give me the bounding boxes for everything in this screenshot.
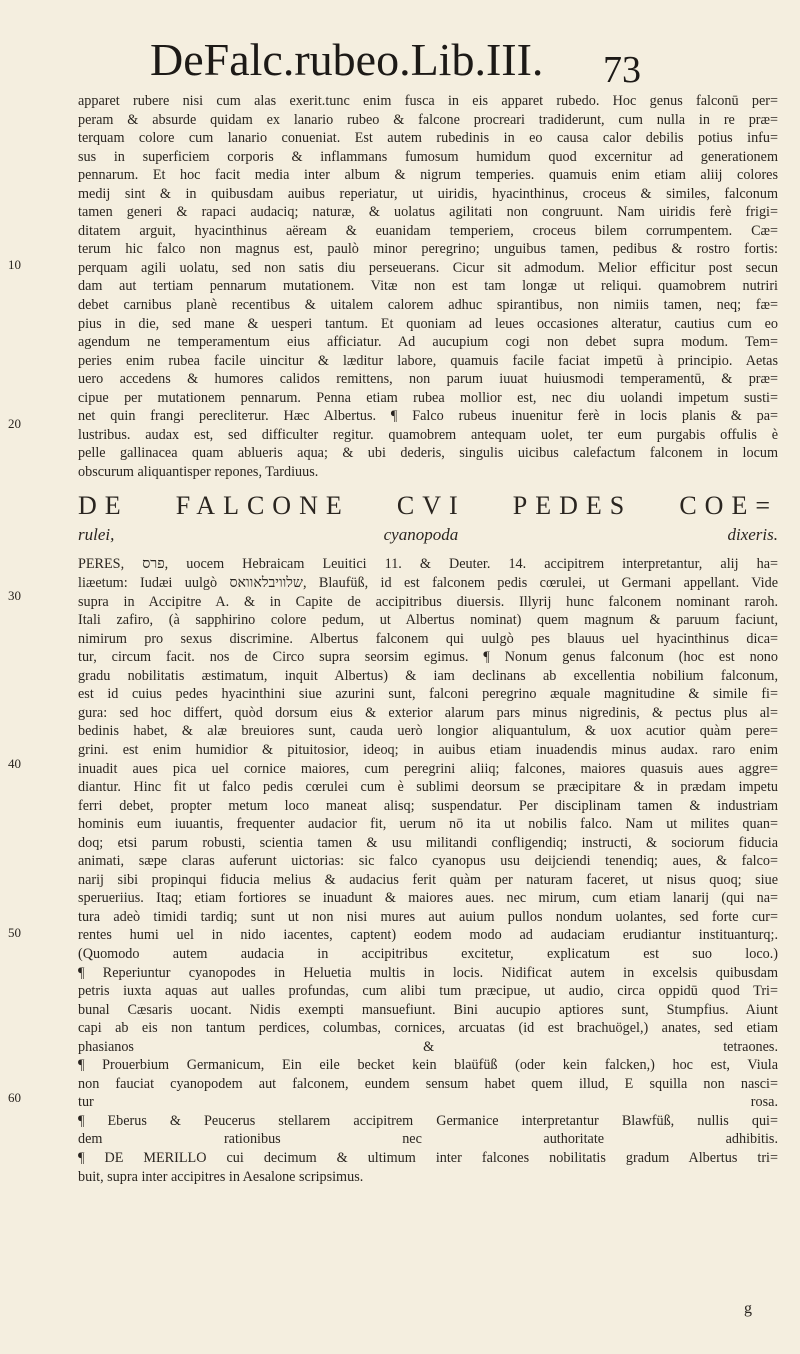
text-line: (Quomodo autem audacia in accipitribus excitetur, explicatum est suo loco.) [78, 945, 778, 962]
text-line: medij sint & in quibusdam auibus reperiatur, ut uiridis, hyacinthinus, croceus & similes, falconum [78, 185, 778, 202]
page-number: 73 [603, 49, 641, 91]
text-line: est id cuius pedes hyacinthini siue azurini sunt, falconi peregrino æquale magnitudine & simile fi= [78, 686, 778, 703]
section-subheading: rulei, cyanopoda dixeris. [78, 525, 778, 545]
text-line: pennarum. Et hoc facit media inter album & nigrum temperies. quamuis enim etiam aliij colores [78, 167, 778, 184]
text-line: dam aut tertiam pennarum mutationem. Vitæ non est tam longæ ut reliqui. quamobrem nutriri [78, 278, 778, 295]
text-line: lustribus. audax est, sed difficulter regitur. quamobrem antequam uolet, ter eum purgabis offulis è [78, 426, 778, 443]
line-number-20: 20 [8, 416, 21, 431]
text-line: perquam agili uolatu, sed non satis diu perseuerans. Cicur sit admodum. Melior efficitur post secun [78, 259, 778, 276]
text-line: ferri debet, propter metum loco maneat alisq; suspendatur. Per disciplinam tamen & industriam [78, 797, 778, 814]
main-text [78, 92, 778, 1186]
text-line: tura adeò timidi tardiq; sunt ut non nisi mures aut auium pullos nondum uolantes, sed forte cur= [78, 908, 778, 925]
text-line: sus in superficiem corporis & inflammans fumosum humidum quod excernitur ad generationem [78, 148, 778, 165]
text-line: obscurum aliquantisper repones, Tardiuus. [78, 463, 319, 480]
text-line: peries enim rubea facile uincitur & læditur labore, quamuis facile faciat impetū à principio. Aetas [78, 352, 778, 369]
text-line: tamen generi & rapaci audaciq; naturæ, & uolatus agilitati non congruunt. Nam uiridis ferè frigi= [78, 204, 778, 221]
text-line: peram & absurde quidam ex lanario rubeo & falcone procreari tradiderunt, cum nulla in re præ= [78, 111, 778, 128]
section-blue-footed-falcon [78, 555, 778, 1186]
text-line: gradu nobilitatis æstimatum, inquit Albertus) & iam declinans ab excellentia nobilium falconum, [78, 667, 778, 684]
running-title: DeFalc.rubeo.Lib.III. [150, 34, 544, 85]
text-line: tur rosa. [78, 1094, 778, 1111]
text-line: ditatem arguit, hyacinthinus aëream & euanidam temperiem, croceus bilem corrumpentem. Cæ= [78, 222, 778, 239]
text-line: petris iuxta aquas aut ualles profundas, cum alibi tum præcipue, ut audio, circa oppidū quod Tri= [78, 983, 778, 1000]
text-line: supra in Accipitre A. & in Capite de accipitribus diuersis. Illyrij hunc falconem nominant raroh. [78, 593, 778, 610]
text-line: agendum ne temperamentum eius afficiatur. Ad aucupium cogi non debet supra modum. Tem= [78, 334, 778, 351]
line-number-60: 60 [8, 1090, 21, 1105]
line-number-50: 50 [8, 925, 21, 940]
section-red-falcon [78, 92, 778, 481]
text-line: ¶ Prouerbium Germanicum, Ein eile becket kein blaüfüß (oder kein falcken,) hoc est, Viula [78, 1057, 778, 1074]
line-number-40: 40 [8, 756, 21, 771]
text-line: rentes humi uel in nido iacentes, captent) eodem modo ad audaciam erudiantur instituanturq;. [78, 927, 778, 944]
text-line: inuadit aues pica uel cornice maiores, cum peregrini aliiq; falcones, maiores quasuis aues aggre= [78, 760, 778, 777]
text-line: PERES, פרס, uocem Hebraicam Leuitici 11. & Deuter. 14. accipitrem interpretantur, alij ha= [78, 556, 778, 573]
section-heading: DE FALCONE CVI PEDES COE= [78, 491, 778, 521]
text-line: uero accedens & humores calidos remittens, non parum iuuat huiusmodi temperamentū, & præ= [78, 371, 778, 388]
text-line: hominis eum iuuantis, frequenter audacior fit, uerum nō ita ut nobilis falco. Nam ut milites quan= [78, 816, 778, 833]
text-line: net quin frangi perecliteтur. Hæc Albertus. ¶ Falco rubeus inuenitur ferè in locis planis & pa= [78, 408, 778, 425]
text-line: ¶ DE MERILLO cui decimum & ultimum inter falcones nobilitatis gradum Albertus tri= [78, 1149, 778, 1166]
text-line: debet carnibus planè recentibus & uitalem calorem adhuc spirantibus, non nimiis tamen, neq; fæ= [78, 297, 778, 314]
text-line: bedinis habet, & alæ breuiores sunt, cauda uerò longior aliquantulum, & uox acutior quàm pere= [78, 723, 778, 740]
line-number-10: 10 [8, 257, 21, 272]
line-number-30: 30 [8, 588, 21, 603]
text-line: capi ab eis non tantum perdices, columbas, cornices, arcuatas (id est brachuögel,) anates, sed etiam [78, 1020, 778, 1037]
text-line: apparet rubere nisi cum alas exerit.tunc enim fusca in eis apparet rubedo. Hoc genus falconū per= [78, 93, 778, 109]
text-line: pius in die, sed mane & uesperi tantum. Et quoniam ad leues occasiones alteratur, cautius cum eo [78, 315, 778, 332]
text-line: gura: sed hoc differt, quòd dorsum eius & exterior alarum pars minus nigredinis, & pectus plus al= [78, 704, 778, 721]
text-line: dem rationibus nec authoritate adhibitis. [78, 1131, 778, 1148]
signature-mark: g [744, 1300, 752, 1317]
text-line: phasianos & tetraones. [78, 1038, 778, 1055]
text-line: bunal Cæsaris uocant. Nidis exempti mansuefiunt. Bini aucupio aptiores sunt, Stumpfius. Aiunt [78, 1001, 778, 1018]
text-line: buit, supra inter accipitres in Aesalone scripsimus. [78, 1168, 364, 1185]
text-line: Itali zafiro, (à sapphirino colore pedum, ut Albertus nominat) quem magnum & paruum faciunt, [78, 612, 778, 629]
text-line: tur, circum facit. nos de Circo supra seorsim egimus. ¶ Nonum genus falconum (hoc est nono [78, 649, 778, 666]
text-line: terquam colore cum lanario conueniat. Est autem rubedinis in eo causa calor debilis potius infu= [78, 130, 778, 147]
text-line: non fauciat cyanopodem aut falconem, eundem sensum habet quem illud, E squilla non nasci= [78, 1075, 778, 1092]
text-line: grini. est enim humidior & pituitosior, ideoq; in auibus etiam inuadendis minus audax. raro enim [78, 741, 778, 758]
text-line: diantur. Hinc fit ut falco pedis cœrulei cum è sublimi deorsum se præcipitare & in prædam impetu [78, 779, 778, 796]
text-line: nimirum pro sexus discrimine. Albertus falconem qui uulgò pes blauus uel hyacinthinus dica= [78, 630, 778, 647]
page-header [0, 30, 800, 90]
text-line: animati, sæpe claras auferunt uictorias: sic falco cyanopus usu deijciendi tenendiq; aues, & falco= [78, 853, 778, 870]
text-line: terum hic falco non magnus est, paulò minor peregrino; unguibus tamen, pedibus & rostro fortis: [78, 241, 778, 258]
text-line: cipue per mutationem pennarum. Penna etiam rubea mollior est, nec diu uolandi impetum susti= [78, 389, 778, 406]
text-line: ¶ Reperiuntur cyanopodes in Heluetia multis in locis. Nidificat autem in excelsis quibusdam [78, 964, 778, 981]
text-line: ¶ Eberus & Peucerus stellarem accipitrem Germanice interpretantur Blawfüß, nullis qui= [78, 1112, 778, 1129]
text-line: pelle gallinacea quam ablueris aqua; & ubi dederis, singulis uicibus calefactum falconem in locum [78, 445, 778, 462]
text-line: narij sibi propinqui fiducia melius & audacius ferit quàm per naturam faceret, ut nisus quoq; siue [78, 871, 778, 888]
text-line: doq; etsi parum robusti, scientia tamen & usu militandi confligendiq; instructi, & sociorum fiducia [78, 834, 778, 851]
text-line: sperueriius. Itaq; etiam fortiores se inuadunt & maiores aues. nec mirum, cum etiam lanarij (qui na= [78, 890, 778, 907]
text-line: liæetum: Iudæi uulgò שלוויבלאוואס, Blaufüß, id est falconem pedis cœrulei, ut Germani appellant. Vide [78, 575, 778, 592]
